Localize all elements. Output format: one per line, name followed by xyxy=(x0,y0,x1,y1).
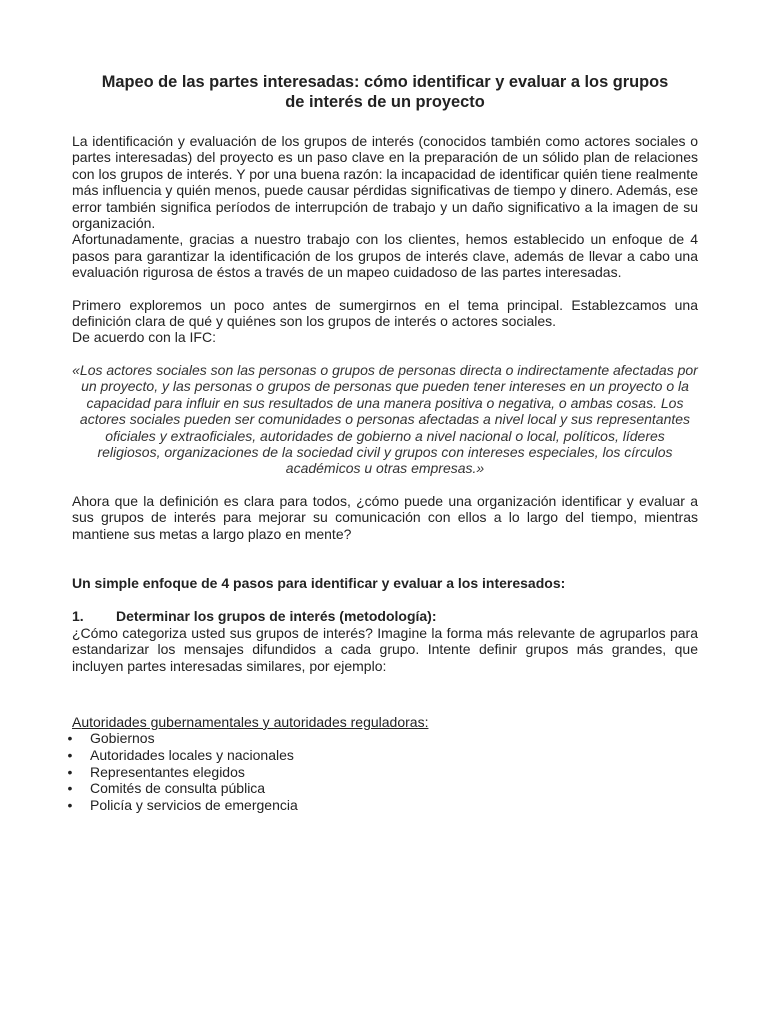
bullet-icon: • xyxy=(67,780,73,797)
list-item-label: Autoridades locales y nacionales xyxy=(90,746,294,763)
step-1-title: Determinar los grupos de interés (metodología): xyxy=(116,608,437,625)
step-1-body: ¿Cómo categoriza usted sus grupos de interés? Imagine la forma más relevante de agruparlos para estandarizar los mensajes difundidos a cada grupo. Intente definir grupos más grandes, que incluyen partes interesadas similares, por ejemplo: xyxy=(72,624,698,674)
document-page xyxy=(67,72,698,813)
bullet-icon: • xyxy=(67,796,73,813)
bullet-icon: • xyxy=(67,763,73,780)
according-to-line: De acuerdo con la IFC: xyxy=(72,329,216,346)
definition-paragraph: Primero exploremos un poco antes de sumergirnos en el tema principal. Establezcamos una definición clara de qué y quiénes son los grupos de interés o actores sociales. xyxy=(72,296,698,330)
list-item xyxy=(67,780,698,797)
list-item xyxy=(67,730,698,747)
section-heading: Un simple enfoque de 4 pasos para identificar y evaluar a los interesados: xyxy=(72,574,566,591)
bullet-icon: • xyxy=(67,746,73,763)
title-line-2: de interés de un proyecto xyxy=(285,93,485,111)
approach-paragraph: Afortunadamente, gracias a nuestro trabajo con los clientes, hemos establecido un enfoque de 4 pasos para garantizar la identificación de los grupos de interés clave, además de llevar a cabo una evaluación rigurosa de éstos a través de un mapeo cuidadoso de las partes interesadas. xyxy=(72,231,698,281)
ifc-quote: «Los actores sociales son las personas o grupos de personas directa o indirectamente afectadas por un proyecto, y las personas o grupos de personas que pueden tener intereses en un proyecto o la capacidad para influir en sus resultados de una manera positiva o negativa, o ambas cosas. Los actores sociales pueden ser comunidades o personas afectadas a nivel local y sus representantes oficiales y extraoficiales, autoridades de gobierno a nivel nacional o local, políticos, líderes religiosos, organizaciones de la sociedad civil y grupos con intereses especiales, los círculos académicos u otras empresas.» xyxy=(72,361,698,477)
list-item-label: Comités de consulta pública xyxy=(90,780,266,797)
question-paragraph: Ahora que la definición es clara para todos, ¿cómo puede una organización identificar y evaluar a sus grupos de interés para mejorar su comunicación con ellos a lo largo del tiempo, mientras mantiene sus metas a largo plazo en mente? xyxy=(72,492,698,542)
list-item-label: Policía y servicios de emergencia xyxy=(90,796,298,813)
document-title xyxy=(72,72,698,112)
bullet-icon: • xyxy=(67,730,73,747)
list-item-label: Representantes elegidos xyxy=(90,763,245,780)
list-item-label: Gobiernos xyxy=(90,730,155,747)
step-1-number: 1. xyxy=(72,608,84,625)
list-item xyxy=(67,763,698,781)
group-heading: Autoridades gubernamentales y autoridades reguladoras: xyxy=(72,713,429,730)
step-1-heading xyxy=(72,608,698,624)
intro-paragraph: La identificación y evaluación de los grupos de interés (conocidos también como actores sociales o partes interesadas) del proyecto es un paso clave en la preparación de un sólido plan de relaciones con los grupos de interés. Y por una buena razón: la incapacidad de identificar quién tiene realmente más influencia y quién menos, puede causar pérdidas significativas de tiempo y dinero. Además, ese error también significa períodos de interrupción de trabajo y un daño significativo a la imagen de su organización. xyxy=(72,133,698,232)
title-line-1: Mapeo de las partes interesadas: cómo identificar y evaluar a los grupos xyxy=(101,73,669,91)
list-item xyxy=(67,796,698,814)
group-list xyxy=(67,730,698,813)
list-item xyxy=(67,746,698,764)
